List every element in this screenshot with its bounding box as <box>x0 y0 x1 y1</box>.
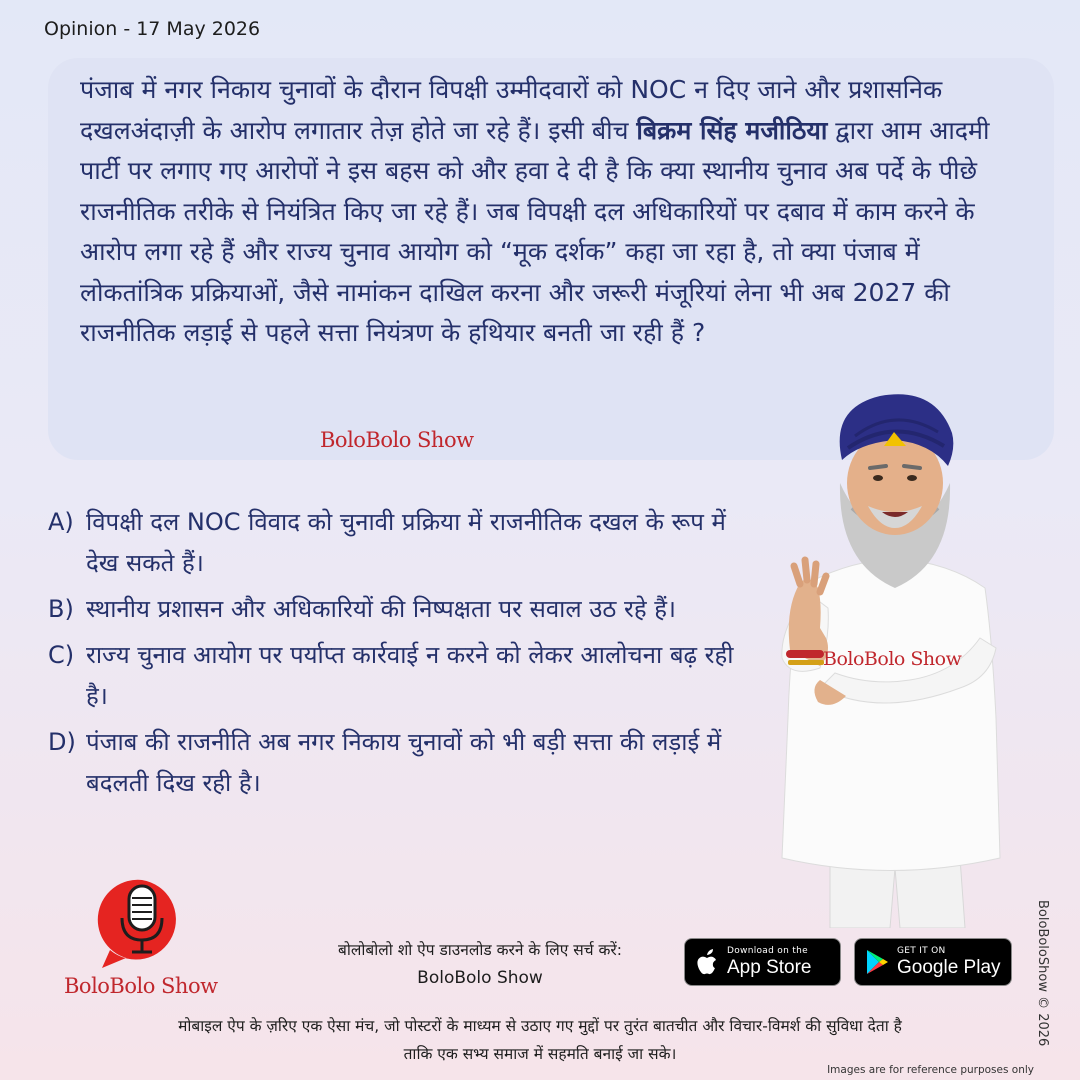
apple-icon <box>695 948 719 976</box>
disclaimer: Images are for reference purposes only <box>827 1064 1034 1076</box>
app-store-small-text: Download on the <box>727 946 808 956</box>
option-b[interactable] <box>48 589 748 630</box>
option-key: D) <box>48 728 76 756</box>
download-text <box>298 936 662 992</box>
option-key: B) <box>48 595 74 623</box>
person-watermark: BoloBolo Show <box>823 648 962 670</box>
footer-text <box>30 1012 1050 1068</box>
logo-text: BoloBolo Show <box>64 974 218 998</box>
option-text: स्थानीय प्रशासन और अधिकारियों की निष्पक्षता पर सवाल उठ रहे हैं। <box>86 595 677 623</box>
option-a[interactable] <box>48 502 748 584</box>
options-list <box>48 502 748 809</box>
download-line-2: BoloBolo Show <box>417 968 543 988</box>
option-text: पंजाब की राजनीति अब नगर निकाय चुनावों को भी बड़ी सत्ता की लड़ाई में बदलती दिख रही है। <box>86 728 722 797</box>
option-text: राज्य चुनाव आयोग पर पर्याप्त कार्रवाई न करने को लेकर आलोचना बढ़ रही है। <box>86 641 734 710</box>
google-play-small-text: GET IT ON <box>897 946 946 956</box>
question-part-2: द्वारा आम आदमी पार्टी पर लगाए गए आरोपों ने इस बहस को और हवा दे दी है कि क्या स्थानीय चुनाव अब पर्दे के पीछे राजनीतिक तरीके से नियंत्रित किए जा रहे हैं। जब विपक्षी दल अधिकारियों पर दबाव में काम करने के आरोप लगा रहे हैं और राज्य चुनाव आयोग को “मूक दर्शक” कहा जा रहा है, तो क्या पंजाब में लोकतांत्रिक प्रक्रियाओं, जैसे नामांकन दाखिल करना और जरूरी मंजूरियां लेना भी अब 2027 की राजनीतिक लड़ाई से पहले सत्ता नियंत्रण के हथियार बनती जा रही हैं ? <box>80 115 990 347</box>
microphone-icon <box>92 872 192 972</box>
question-text <box>80 70 1010 354</box>
option-text: विपक्षी दल NOC विवाद को चुनावी प्रक्रिया में राजनीतिक दखल के रूप में देख सकते हैं। <box>86 508 726 577</box>
question-part-1: पंजाब में नगर निकाय चुनावों के दौरान विपक्षी उम्मीदवारों को NOC न दिए जाने और प्रशासनिक दखलअंदाज़ी के आरोप लगातार तेज़ होते जा रहे हैं। इसी बीच <box>80 75 943 145</box>
app-store-big-text: App Store <box>727 957 812 978</box>
option-key: C) <box>48 641 75 669</box>
option-c[interactable] <box>48 635 748 717</box>
google-play-button[interactable] <box>854 938 1012 986</box>
footer-line-2: ताकि एक सभ्य समाज में सहमति बनाई जा सके। <box>403 1045 677 1063</box>
google-play-big-text: Google Play <box>897 957 1001 978</box>
download-line-1: बोलोबोलो शो ऐप डाउनलोड करने के लिए सर्च करें: <box>338 941 622 959</box>
date-label: Opinion - 17 May 2026 <box>44 18 261 40</box>
option-key: A) <box>48 508 74 536</box>
side-copyright: BoloBoloShow © 2026 <box>1035 900 1050 1047</box>
play-triangle-icon <box>865 949 889 975</box>
footer-line-1: मोबाइल ऐप के ज़रिए एक ऐसा मंच, जो पोस्टरों के माध्यम से उठाए गए मुद्दों पर तुरंत बातचीत और विचार-विमर्श की सुविधा देता है <box>178 1017 902 1035</box>
brand-watermark: BoloBolo Show <box>320 428 474 452</box>
option-d[interactable] <box>48 722 748 804</box>
app-store-button[interactable] <box>684 938 841 986</box>
question-bold-name: बिक्रम सिंह मजीठिया <box>636 115 828 145</box>
